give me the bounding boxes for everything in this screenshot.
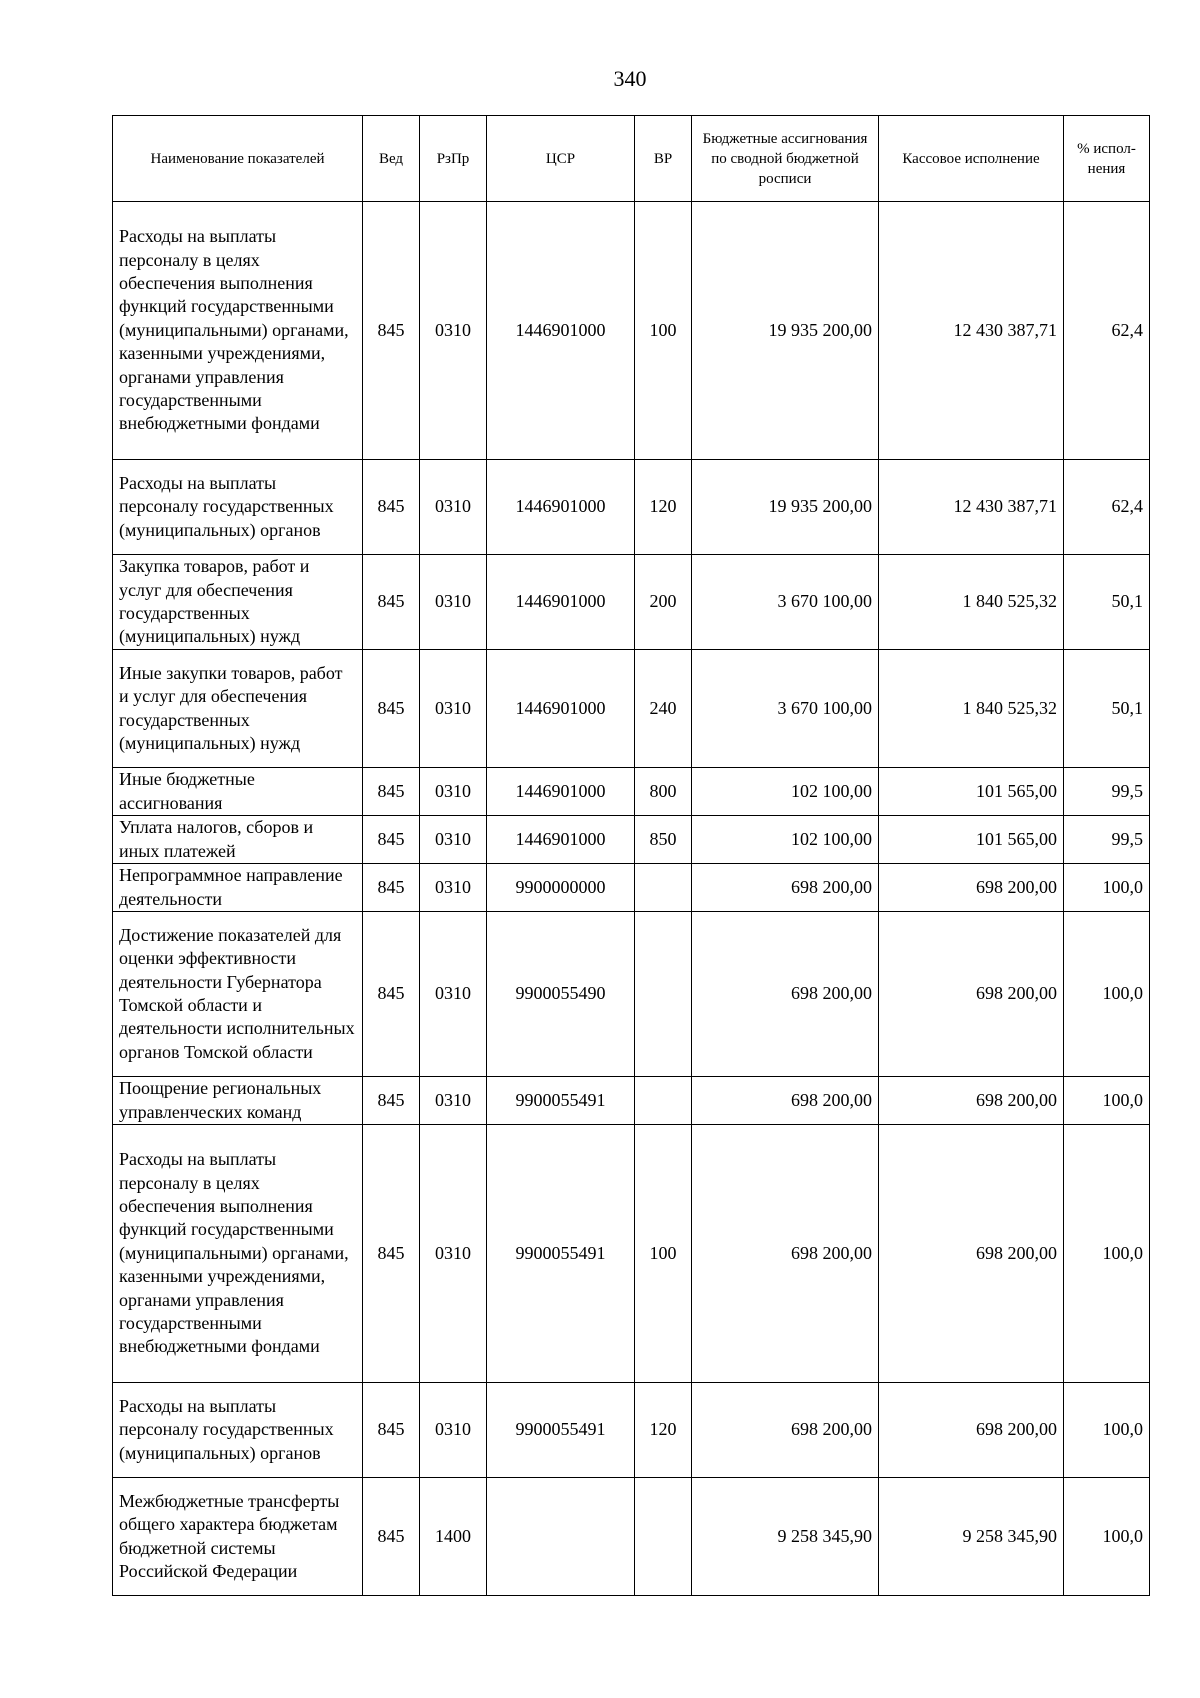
page-number: 340 <box>613 66 647 91</box>
row-assigned: 698 200,00 <box>692 864 879 912</box>
row-vr <box>635 1478 692 1596</box>
row-ved: 845 <box>363 460 420 555</box>
row-csr: 1446901000 <box>487 202 635 460</box>
table-row <box>113 816 1150 864</box>
row-percent: 62,4 <box>1064 202 1150 460</box>
header-name: Наименование показателей <box>113 116 363 202</box>
row-rzpr: 0310 <box>420 768 487 816</box>
row-rzpr: 0310 <box>420 1383 487 1478</box>
row-percent: 99,5 <box>1064 816 1150 864</box>
row-vr: 120 <box>635 1383 692 1478</box>
header-percent: % испол-нения <box>1064 116 1150 202</box>
row-rzpr: 0310 <box>420 650 487 768</box>
row-name: Межбюджетные трансферты общего характера бюджетам бюджетной системы Российской Федерации <box>113 1478 363 1596</box>
row-csr: 9900055491 <box>487 1077 635 1125</box>
table-header-row <box>113 116 1150 202</box>
row-executed: 1 840 525,32 <box>879 650 1064 768</box>
row-ved: 845 <box>363 816 420 864</box>
row-rzpr: 0310 <box>420 912 487 1077</box>
row-percent: 100,0 <box>1064 864 1150 912</box>
row-executed: 12 430 387,71 <box>879 202 1064 460</box>
row-executed: 12 430 387,71 <box>879 460 1064 555</box>
row-assigned: 698 200,00 <box>692 1077 879 1125</box>
table-row <box>113 864 1150 912</box>
row-percent: 100,0 <box>1064 912 1150 1077</box>
row-vr: 240 <box>635 650 692 768</box>
row-rzpr: 0310 <box>420 202 487 460</box>
row-executed: 698 200,00 <box>879 1125 1064 1383</box>
row-executed: 9 258 345,90 <box>879 1478 1064 1596</box>
row-vr: 100 <box>635 202 692 460</box>
row-executed: 698 200,00 <box>879 1077 1064 1125</box>
row-vr: 800 <box>635 768 692 816</box>
budget-execution-table <box>112 115 1150 1596</box>
table-row <box>113 650 1150 768</box>
row-name: Поощрение региональных управленческих команд <box>113 1077 363 1125</box>
row-executed: 101 565,00 <box>879 816 1064 864</box>
row-csr: 9900055491 <box>487 1125 635 1383</box>
row-percent: 99,5 <box>1064 768 1150 816</box>
row-ved: 845 <box>363 864 420 912</box>
row-ved: 845 <box>363 1478 420 1596</box>
row-executed: 698 200,00 <box>879 864 1064 912</box>
row-assigned: 102 100,00 <box>692 768 879 816</box>
table-row <box>113 768 1150 816</box>
row-name: Иные закупки товаров, работ и услуг для обеспечения государственных (муниципальных) нужд <box>113 650 363 768</box>
row-name: Иные бюджетные ассигнования <box>113 768 363 816</box>
row-executed: 698 200,00 <box>879 1383 1064 1478</box>
row-name: Закупка товаров, работ и услуг для обеспечения государственных (муниципальных) нужд <box>113 555 363 650</box>
header-executed: Кассовое исполнение <box>879 116 1064 202</box>
row-percent: 50,1 <box>1064 650 1150 768</box>
header-csr: ЦСР <box>487 116 635 202</box>
row-executed: 1 840 525,32 <box>879 555 1064 650</box>
row-name: Уплата налогов, сборов и иных платежей <box>113 816 363 864</box>
row-assigned: 19 935 200,00 <box>692 460 879 555</box>
row-ved: 845 <box>363 912 420 1077</box>
row-name: Расходы на выплаты персоналу государственных (муниципальных) органов <box>113 460 363 555</box>
header-ved: Вед <box>363 116 420 202</box>
row-rzpr: 1400 <box>420 1478 487 1596</box>
row-name: Расходы на выплаты персоналу в целях обеспечения выполнения функций государственными (муниципальными) органами, казенными учреждениями, органами управления государственными внебюджетными фондами <box>113 1125 363 1383</box>
row-vr: 850 <box>635 816 692 864</box>
row-ved: 845 <box>363 1383 420 1478</box>
row-percent: 100,0 <box>1064 1478 1150 1596</box>
row-rzpr: 0310 <box>420 816 487 864</box>
table-row <box>113 555 1150 650</box>
table-row <box>113 1077 1150 1125</box>
table-row <box>113 1383 1150 1478</box>
row-rzpr: 0310 <box>420 460 487 555</box>
row-vr: 100 <box>635 1125 692 1383</box>
row-csr <box>487 1478 635 1596</box>
header-vr: ВР <box>635 116 692 202</box>
row-percent: 100,0 <box>1064 1125 1150 1383</box>
row-vr: 200 <box>635 555 692 650</box>
row-csr: 1446901000 <box>487 650 635 768</box>
table-row <box>113 1125 1150 1383</box>
row-ved: 845 <box>363 768 420 816</box>
row-executed: 101 565,00 <box>879 768 1064 816</box>
row-ved: 845 <box>363 650 420 768</box>
table-row <box>113 460 1150 555</box>
row-name: Расходы на выплаты персоналу в целях обеспечения выполнения функций государственными (муниципальными) органами, казенными учреждениями, органами управления государственными внебюджетными фондами <box>113 202 363 460</box>
row-csr: 1446901000 <box>487 555 635 650</box>
table-row <box>113 912 1150 1077</box>
row-assigned: 9 258 345,90 <box>692 1478 879 1596</box>
row-assigned: 698 200,00 <box>692 912 879 1077</box>
row-vr <box>635 1077 692 1125</box>
table-row <box>113 1478 1150 1596</box>
row-rzpr: 0310 <box>420 555 487 650</box>
row-executed: 698 200,00 <box>879 912 1064 1077</box>
row-csr: 9900055490 <box>487 912 635 1077</box>
row-vr <box>635 864 692 912</box>
row-assigned: 3 670 100,00 <box>692 650 879 768</box>
row-ved: 845 <box>363 555 420 650</box>
row-percent: 50,1 <box>1064 555 1150 650</box>
row-assigned: 3 670 100,00 <box>692 555 879 650</box>
table-row <box>113 202 1150 460</box>
row-name: Расходы на выплаты персоналу государственных (муниципальных) органов <box>113 1383 363 1478</box>
row-csr: 1446901000 <box>487 460 635 555</box>
row-ved: 845 <box>363 1077 420 1125</box>
row-rzpr: 0310 <box>420 1125 487 1383</box>
row-csr: 9900055491 <box>487 1383 635 1478</box>
row-csr: 9900000000 <box>487 864 635 912</box>
row-percent: 100,0 <box>1064 1383 1150 1478</box>
row-vr <box>635 912 692 1077</box>
row-ved: 845 <box>363 202 420 460</box>
row-name: Непрограммное направление деятельности <box>113 864 363 912</box>
row-rzpr: 0310 <box>420 1077 487 1125</box>
row-assigned: 698 200,00 <box>692 1383 879 1478</box>
row-percent: 62,4 <box>1064 460 1150 555</box>
row-assigned: 102 100,00 <box>692 816 879 864</box>
header-assigned: Бюджетные ассигнования по сводной бюджетной росписи <box>692 116 879 202</box>
row-csr: 1446901000 <box>487 768 635 816</box>
row-assigned: 698 200,00 <box>692 1125 879 1383</box>
row-assigned: 19 935 200,00 <box>692 202 879 460</box>
row-name: Достижение показателей для оценки эффективности деятельности Губернатора Томской области и деятельности исполнительных органов Томской области <box>113 912 363 1077</box>
row-rzpr: 0310 <box>420 864 487 912</box>
row-vr: 120 <box>635 460 692 555</box>
header-rzpr: РзПр <box>420 116 487 202</box>
row-percent: 100,0 <box>1064 1077 1150 1125</box>
row-csr: 1446901000 <box>487 816 635 864</box>
row-ved: 845 <box>363 1125 420 1383</box>
